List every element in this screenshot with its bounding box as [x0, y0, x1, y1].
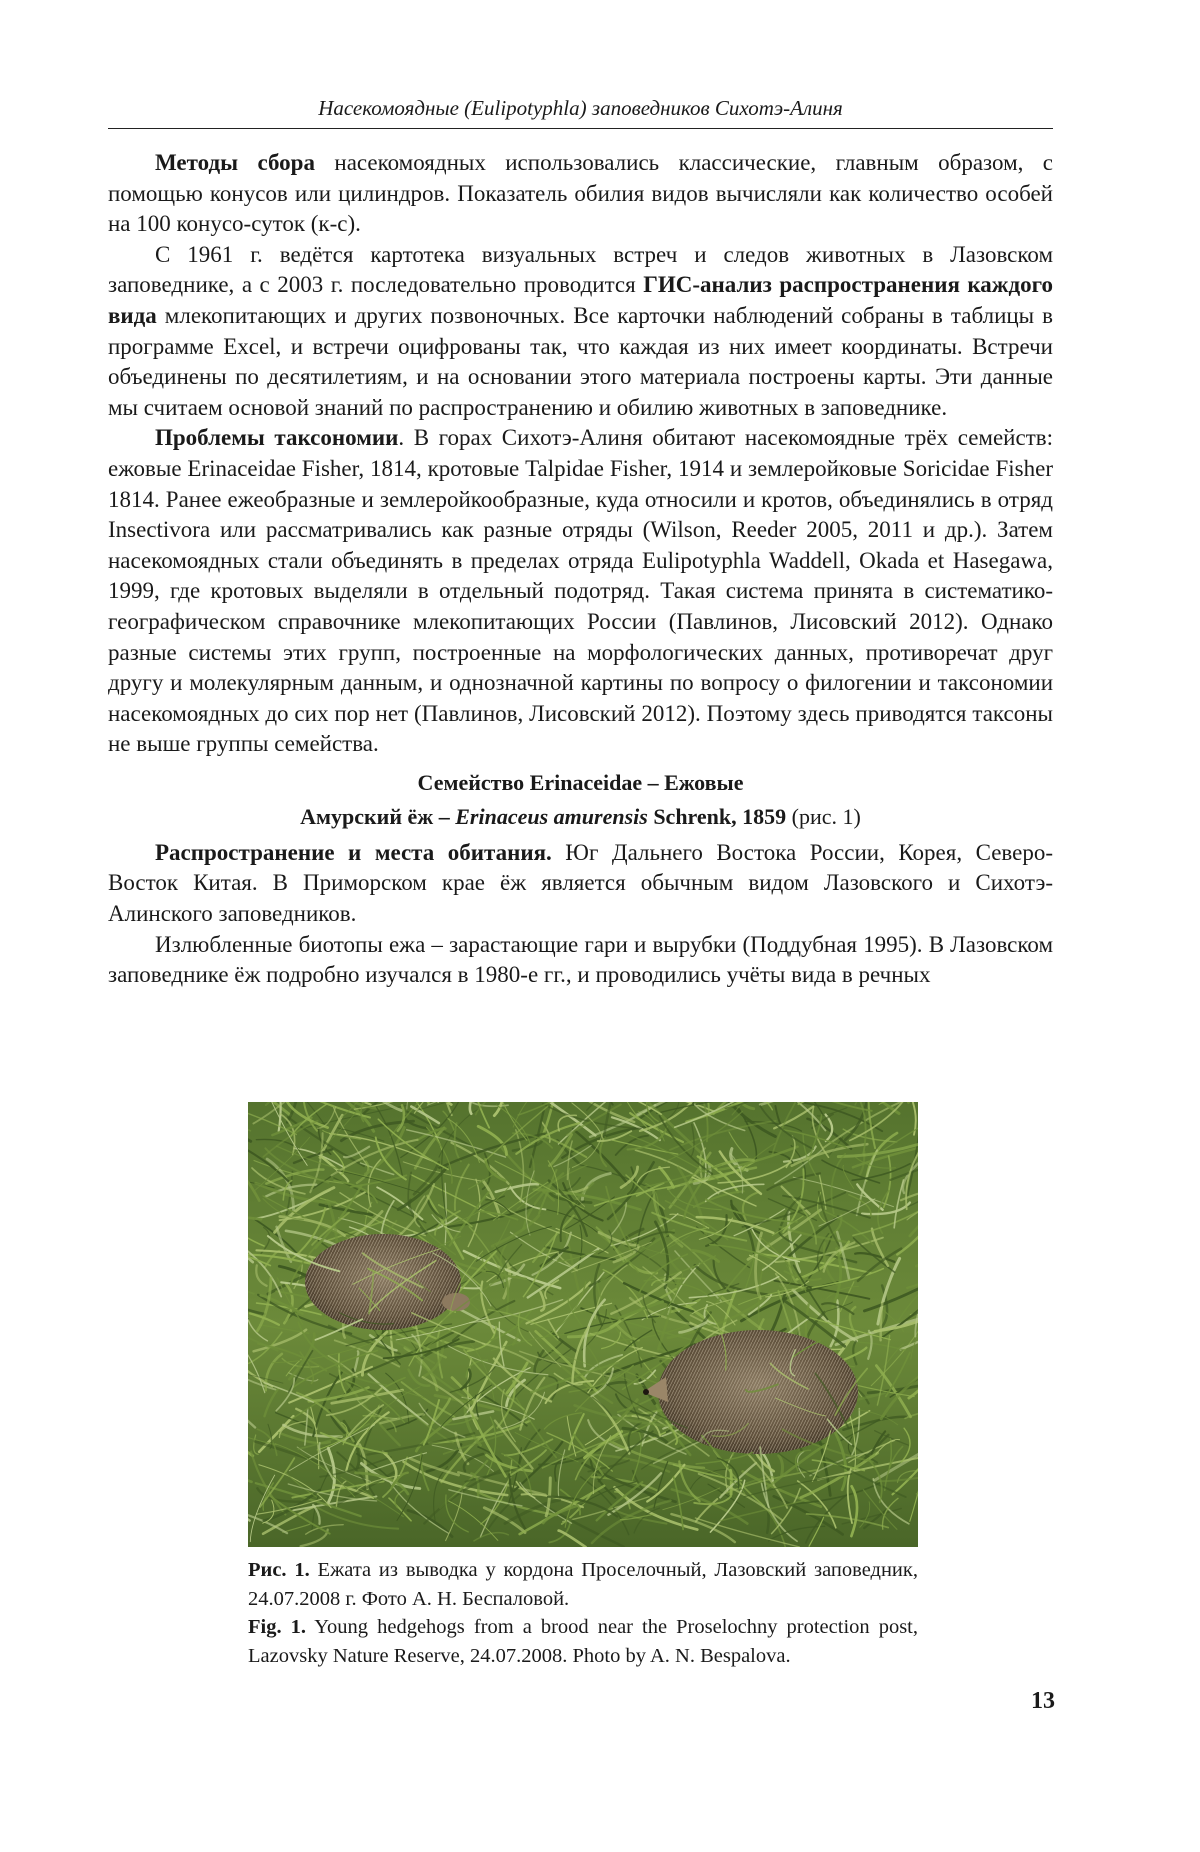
caption-ru-text: Ежата из выводка у кордона Проселочный, Лазовский заповедник, 24.07.2008 г. Фото А. Н. Беспаловой. [248, 1559, 918, 1610]
section-heading: Семейство Erinaceidae – Ежовые [417, 769, 744, 795]
lead-methods: Методы сбора [155, 150, 315, 175]
caption-ru-label: Рис. 1. [248, 1559, 310, 1581]
paragraph-distribution [108, 838, 1053, 930]
text-gis-post: млекопитающих и других позвоночных. Все карточки наблюдений собраны в таблицы в программе Excel, и встречи оцифрованы так, что каждая из них имеет координаты. Встречи объединены по десятилетиям, и на основании этого материала построены карты. Эти данные мы считаем основой знаний по распространению и обилию животных в заповеднике. [108, 302, 1053, 420]
header-divider [108, 128, 1053, 129]
caption-ru [248, 1556, 918, 1613]
paragraph-gis [108, 240, 1053, 424]
species-name-latin: Erinaceus amurensis [455, 803, 648, 829]
text-methods: насекомоядных использовались классические, главным образом, с помощью конусов или цилиндров. Показатель обилия видов вычисляли как количество особей на 100 конусо-суток (к-с). [108, 150, 1054, 237]
paragraph-methods [108, 148, 1053, 240]
running-head: Насекомоядные (Eulipotyphla) заповедников Сихотэ-Алиня [318, 96, 843, 120]
caption-en [248, 1613, 918, 1670]
text-gis-bold: ГИС-анализ распространения каждого вида [108, 272, 1053, 328]
caption-en-label: Fig. 1. [248, 1616, 307, 1638]
body-text [108, 148, 1053, 991]
text-distribution: Юг Дальнего Востока России, Корея, Северо-Восток Китая. В Приморском крае ёж является обычным видом Лазовского и Сихотэ-Алинского заповедников. [108, 839, 1053, 927]
paragraph-taxonomy [108, 423, 1053, 760]
page-number: 13 [1031, 1688, 1055, 1714]
species-author: Schrenk, 1859 [647, 803, 787, 829]
text-gis-pre: С 1961 г. ведётся картотека визуальных встреч и следов животных в Лазовском заповеднике, а с 2003 г. последовательно проводится [108, 241, 1053, 298]
species-name-ru: Амурский ёж – [300, 803, 456, 829]
species-figure-ref: (рис. 1) [786, 803, 861, 829]
paragraph-biotopes [108, 930, 1053, 991]
caption-en-text: Young hedgehogs from a brood near the Proselochny protection post, Lazovsky Nature Reserve, 24.07.2008. Photo by A. N. Bespalova. [248, 1616, 918, 1667]
text-taxonomy: . В горах Сихотэ-Алиня обитают насекомоядные трёх семейств: ежовые Erinaceidae Fisher, 1814, кротовые Talpidae Fisher, 1914 и землеройковые Soricidae Fisher 1814. Ранее ежеобразные и землеройкообразные, куда относили и кротов, объединялись в отряд Insectivora или рассматривались как разные отряды (Wilson, Reeder 2005, 2011 и др.). Затем насекомоядных стали объединять в пределах отряда Eulipotyphla Waddell, Okada et Hasegawa, 1999, где кротовых выделяли в отдельный подотряд. Такая система принята в систематико-географическом справочнике млекопитающих России (Павлинов, Лисовский 2012). Однако разные системы этих групп, построенные на морфологических данных, противоречат друг другу и молекулярным данным, и однозначной картины по вопросу о филогении и таксономии насекомоядных до сих пор нет (Павлинов, Лисовский 2012). Поэтому здесь приводятся таксоны не выше группы семейства. [108, 425, 1054, 757]
figure-photo-hedgehogs [248, 1102, 918, 1547]
figure-caption [248, 1556, 918, 1670]
text-biotopes: Излюбленные биотопы ежа – зарастающие гари и вырубки (Поддубная 1995). В Лазовском заповеднике ёж подробно изучался в 1980-е гг., и проводились учёты вида в речных [108, 931, 1053, 988]
species-heading [108, 802, 1053, 832]
lead-distribution: Распространение и места обитания. [155, 839, 552, 865]
lead-taxonomy: Проблемы таксономии [155, 425, 399, 451]
